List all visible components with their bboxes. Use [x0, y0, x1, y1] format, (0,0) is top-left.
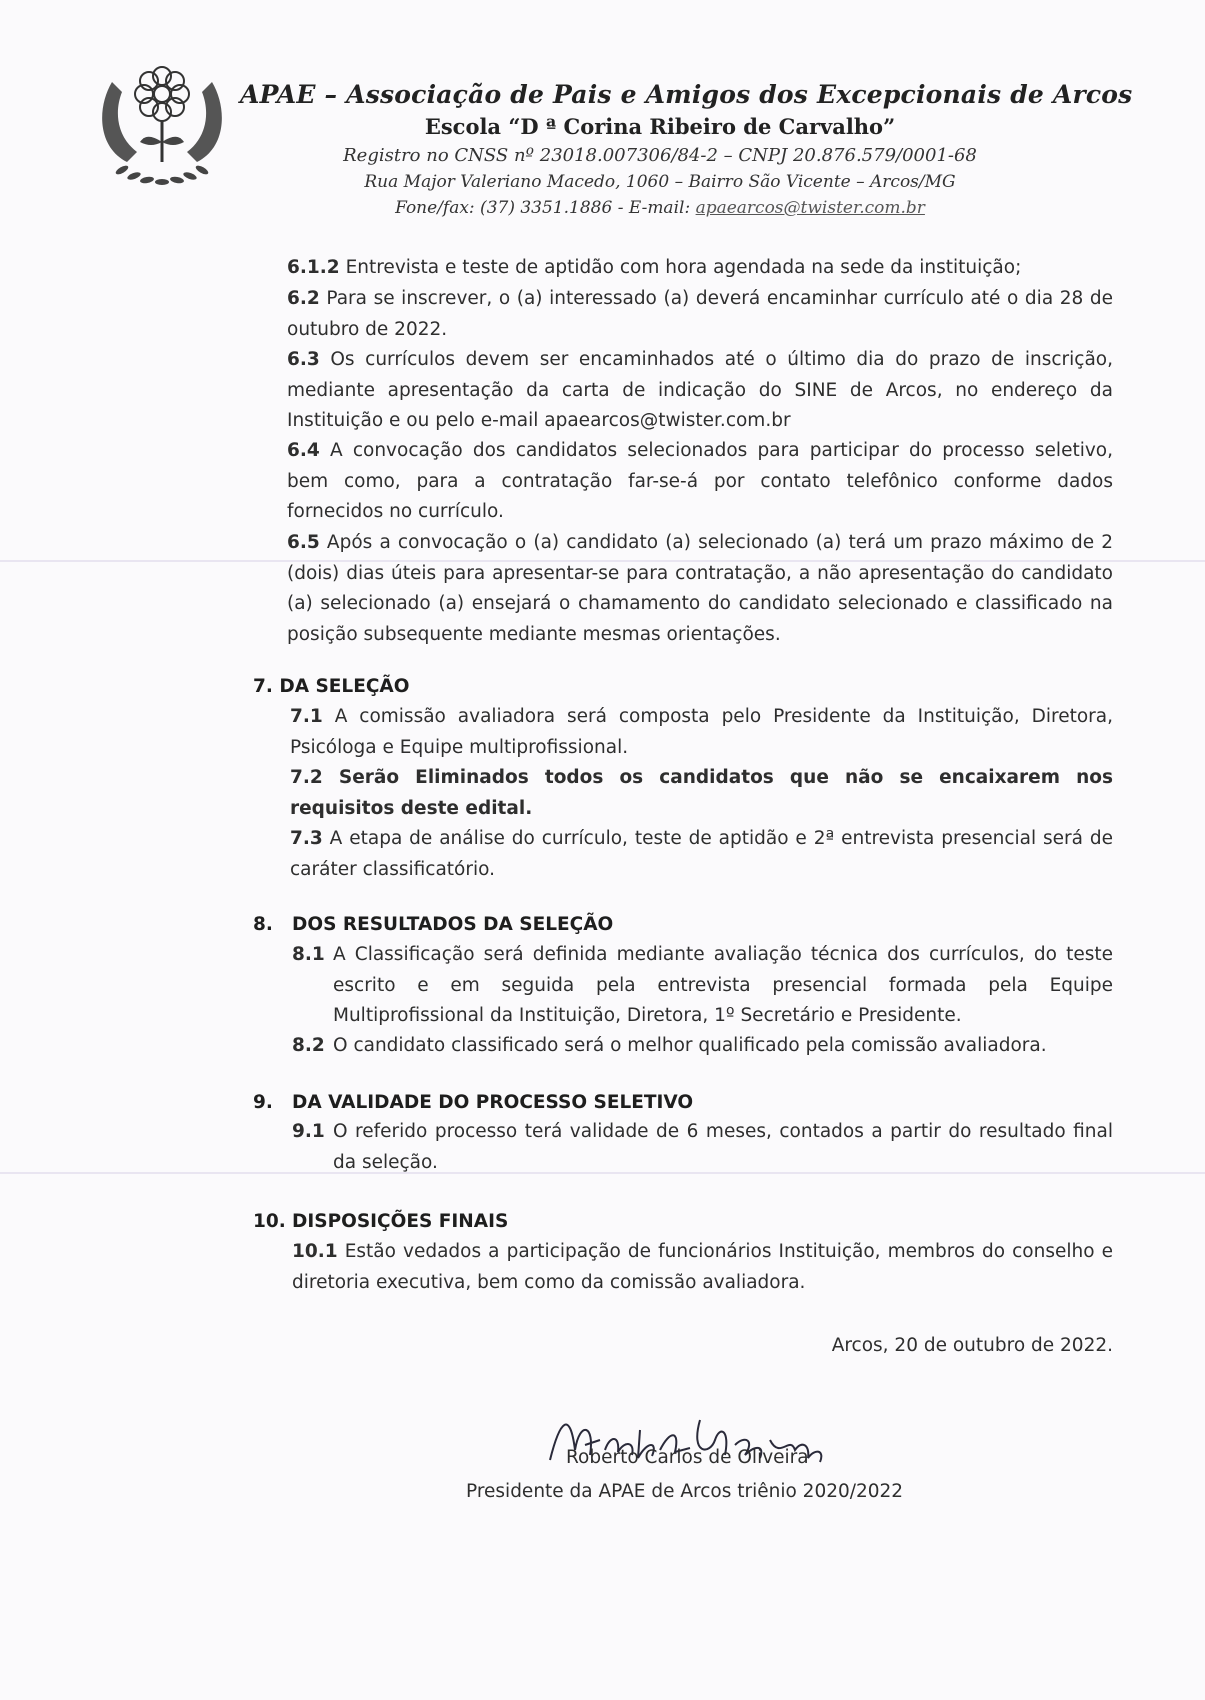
item-6-4: 6.4 A convocação dos candidatos selecionados para participar do processo seletivo, bem como, para a contratação far-se-á por contato telefônico conforme dados fornecidos no currículo. [287, 440, 1113, 522]
heading-9: DA VALIDADE DO PROCESSO SELETIVO [292, 1092, 694, 1113]
item-7-2: 7.2 Serão Eliminados todos os candidatos que não se encaixarem nos requisitos deste edital. [290, 767, 1113, 819]
signer-name: Roberto Carlos de Oliveira [566, 1447, 809, 1468]
address-line: Rua Major Valeriano Macedo, 1060 – Bairro São Vicente – Arcos/MG [364, 172, 956, 192]
item-6-2: 6.2 Para se inscrever, o (a) interessado (a) deverá encaminhar currículo até o dia 28 de outubro de 2022. [287, 288, 1113, 340]
heading-8: DOS RESULTADOS DA SELEÇÃO [292, 914, 614, 935]
item-10-1: 10.1 Estão vedados a participação de funcionários Instituição, membros do conselho e diretoria executiva, bem como da comissão avaliadora. [292, 1241, 1113, 1293]
item-6-5: 6.5 Após a convocação o (a) candidato (a) selecionado (a) terá um prazo máximo de 2 (dois) dias úteis para apresentar-se para contratação, a não apresentação do candidato (a) selecionado (a) ensejará o chamamento do candidato selecionado e classificado na posição subsequente mediante mesmas orientações. [287, 532, 1113, 645]
heading-9-num: 9. [253, 1092, 273, 1113]
item-9-1-num: 9.1 [292, 1121, 325, 1142]
heading-7: 7. DA SELEÇÃO [253, 676, 410, 697]
phone-text: Fone/fax: (37) 3351.1886 - E-mail: [395, 198, 696, 218]
signer-role: Presidente da APAE de Arcos triênio 2020/2022 [466, 1481, 904, 1502]
item-7-1: 7.1 A comissão avaliadora será composta pelo Presidente da Instituição, Diretora, Psicóloga e Equipe multiprofissional. [290, 706, 1113, 758]
heading-8-num: 8. [253, 914, 273, 935]
item-8-2-num: 8.2 [292, 1035, 325, 1056]
org-title: APAE – Associação de Pais e Amigos dos Excepcionais de Arcos [240, 80, 1133, 109]
school-name: Escola “D ª Corina Ribeiro de Carvalho” [424, 114, 896, 139]
contact-line [180, 198, 1140, 218]
place-date: Arcos, 20 de outubro de 2022. [831, 1335, 1113, 1356]
heading-10: DISPOSIÇÕES FINAIS [292, 1211, 509, 1232]
item-9-1: O referido processo terá validade de 6 meses, contados a partir do resultado final da seleção. [333, 1121, 1113, 1173]
item-6-3: 6.3 Os currículos devem ser encaminhados até o último dia do prazo de inscrição, mediante apresentação da carta de indicação do SINE de Arcos, no endereço da Instituição e ou pelo e-mail apaearcos@twister.com.br [287, 349, 1113, 431]
item-8-1: A Classificação será definida mediante avaliação técnica dos currículos, do teste escrito e em seguida pela entrevista presencial formada pela Equipe Multiprofissional da Instituição, Diretora, 1º Secretário e Presidente. [333, 944, 1113, 1026]
registration-line: Registro no CNSS nº 23018.007306/84-2 – CNPJ 20.876.579/0001-68 [343, 145, 977, 166]
item-7-3: 7.3 A etapa de análise do currículo, teste de aptidão e 2ª entrevista presencial será de caráter classificatório. [290, 828, 1113, 880]
item-8-2: O candidato classificado será o melhor qualificado pela comissão avaliadora. [333, 1035, 1047, 1056]
heading-10-num: 10. [253, 1211, 286, 1232]
signature-scribble [540, 1400, 850, 1480]
item-8-1-num: 8.1 [292, 944, 325, 965]
email-link[interactable]: apaearcos@twister.com.br [695, 198, 925, 218]
item-6-1-2: 6.1.2 Entrevista e teste de aptidão com hora agendada na sede da instituição; [287, 257, 1022, 278]
